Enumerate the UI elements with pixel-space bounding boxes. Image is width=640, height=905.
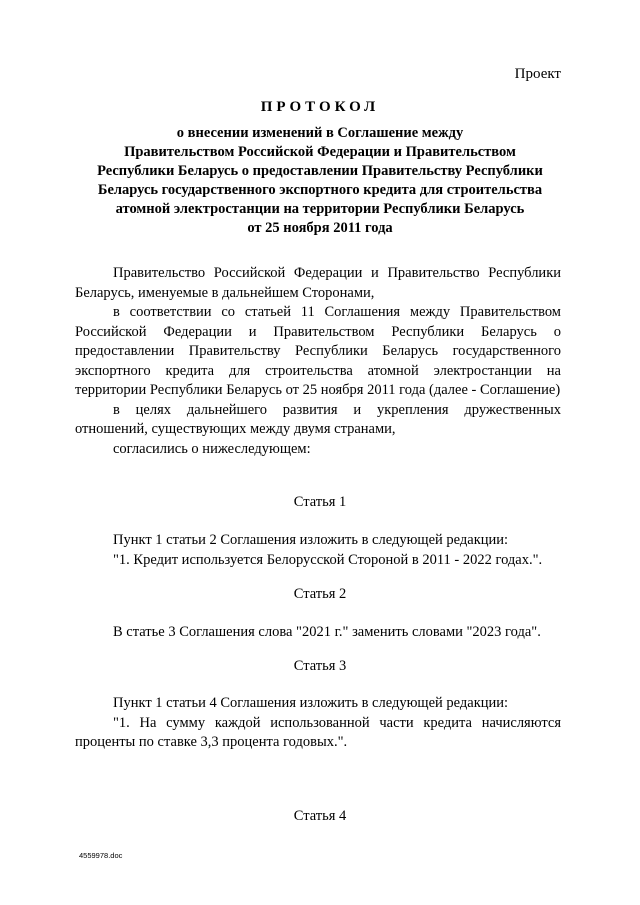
article-2-body (75, 623, 561, 643)
preamble-paragraph: в соответствии со статьей 11 Соглашения между Правительством Российской Федерации и Правительством Республики Беларусь о предоставлении Правительству Республики Беларусь государственного экспортного кредита для строительства атомной электростанции на территории Республики Беларусь от 25 ноября 2011 года (далее - Соглашение) (75, 304, 561, 398)
subtitle-line: о внесении изменений в Соглашение между (176, 125, 464, 141)
article-3-heading: Статья 3 (293, 658, 347, 674)
article-1-heading: Статья 1 (293, 494, 347, 510)
subtitle-line: атомной электростанции на территории Республики Беларусь (115, 201, 525, 217)
document-subtitle (96, 124, 544, 238)
article-1-body (75, 531, 561, 570)
article-3-body (75, 694, 561, 753)
draft-label: Проект (514, 66, 561, 82)
article-paragraph: "1. Кредит используется Белорусской Стороной в 2011 - 2022 годах.". (113, 551, 543, 568)
article-4-heading: Статья 4 (293, 808, 347, 824)
article-paragraph: Пункт 1 статьи 4 Соглашения изложить в следующей редакции: (113, 695, 509, 711)
document-title: ПРОТОКОЛ (260, 99, 380, 115)
article-2-heading: Статья 2 (293, 586, 347, 602)
preamble-paragraph: Правительство Российской Федерации и Правительство Республики Беларусь, именуемые в дальнейшем Сторонами, (75, 265, 561, 301)
subtitle-line: Республики Беларусь о предоставлении Правительству Республики (97, 163, 543, 179)
file-id: 4559978.doc (79, 851, 123, 860)
preamble-paragraph: согласились о нижеследующем: (113, 440, 311, 457)
subtitle-line: Правительством Российской Федерации и Правительством (124, 144, 516, 160)
preamble (75, 264, 561, 459)
article-paragraph: "1. На сумму каждой использованной части кредита начисляются проценты по ставке 3,3 процента годовых.". (75, 714, 561, 750)
article-paragraph: В статье 3 Соглашения слова "2021 г." заменить словами "2023 года". (113, 624, 541, 640)
subtitle-line: Беларусь государственного экспортного кредита для строительства (97, 182, 543, 198)
preamble-paragraph: в целях дальнейшего развития и укрепления дружественных отношений, существующих между двумя странами, (75, 401, 561, 437)
subtitle-line: от 25 ноября 2011 года (247, 220, 393, 236)
article-paragraph: Пункт 1 статьи 2 Соглашения изложить в следующей редакции: (113, 532, 509, 548)
